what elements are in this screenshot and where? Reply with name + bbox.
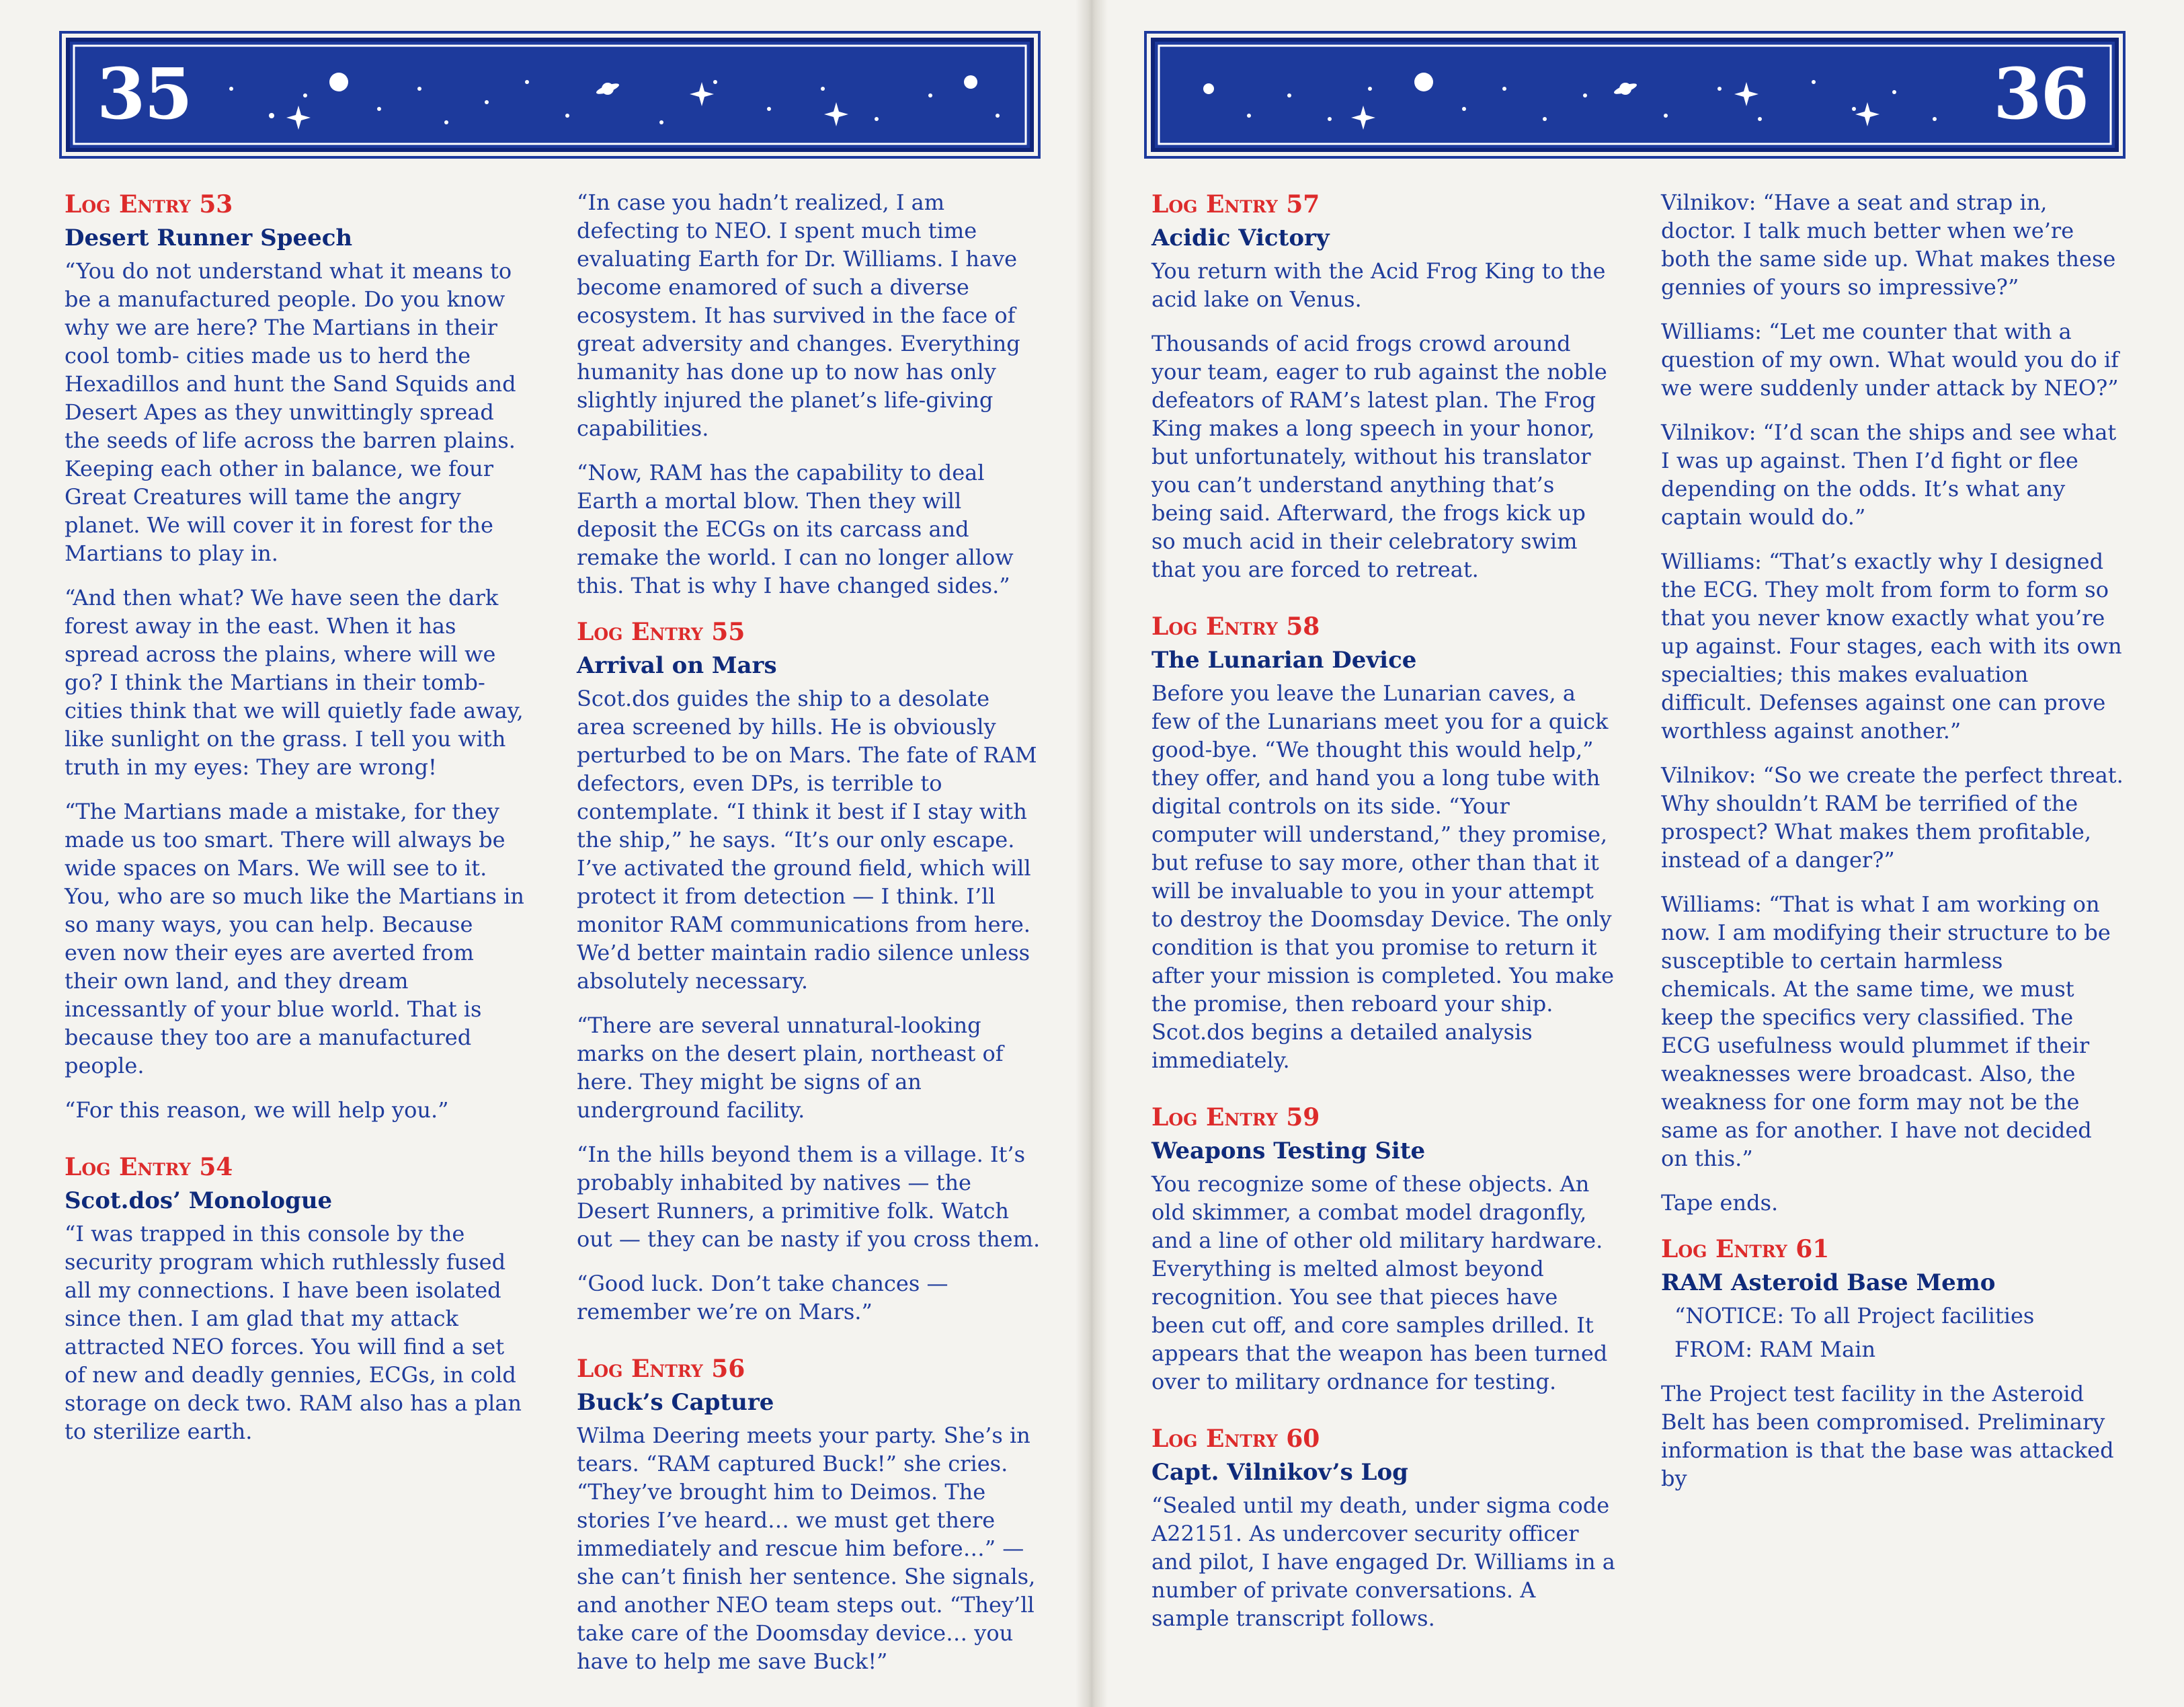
log-entry-59 bbox=[1151, 1101, 1615, 1396]
left-column-2 bbox=[577, 188, 1041, 1702]
log-entry-53 bbox=[65, 188, 528, 1124]
paragraph: Before you leave the Lunarian caves, a few of the Lunarians meet you for a quick good-bye. “We thought this would help,” they offer, and hand you a long tube with digital controls on its side. “Your computer will understand,” they promise, but refuse to say more, other than that it will be invaluable to you in your attempt to destroy the Doomsday Device. The only condition is that you promise to return it after your mission is completed. You make the promise, then reboard your ship. Scot.dos begins a detailed analysis immediately. bbox=[1151, 680, 1615, 1073]
log-entry-61 bbox=[1661, 1233, 2125, 1493]
entry-title: RAM Asteroid Base Memo bbox=[1661, 1269, 1996, 1296]
entry-heading: Log Entry 54 bbox=[65, 1153, 233, 1181]
left-column-1 bbox=[65, 188, 528, 1472]
paragraph: Vilnikov: “Have a seat and strap in, doctor. I talk much better when we’re both the same side up. What makes these gennies of yours so impressive?” bbox=[1661, 190, 2116, 300]
entry-heading: Log Entry 61 bbox=[1661, 1235, 1830, 1263]
right-page bbox=[1098, 0, 2184, 1707]
log-entry-54 bbox=[65, 1151, 528, 1445]
page-banner-left bbox=[66, 38, 1034, 152]
entry-title: Capt. Vilnikov’s Log bbox=[1151, 1459, 1408, 1486]
paragraph: Wilma Deering meets your party. She’s in tears. “RAM captured Buck!” she cries. “They’ve brought him to Deimos. The stories I’ve heard… we must get there immediately and rescue him before…” —she can’t finish her sentence. She signals, and another NEO team steps out. “They’ll take care of the Doomsday device… you have to help me save Buck!” bbox=[577, 1423, 1036, 1674]
right-column-2 bbox=[1661, 188, 2125, 1519]
page-banner-right bbox=[1151, 38, 2119, 152]
paragraph: “In the hills beyond them is a village. It’s probably inhabited by natives — the Desert Runners, a primitive folk. Watch out — they can be nasty if you cross them. bbox=[577, 1142, 1041, 1252]
page-number: 35 bbox=[97, 52, 192, 135]
paragraph: Vilnikov: “I’d scan the ships and see what I was up against. Then I’d fight or flee depending on the odds. It’s what any captain would do.” bbox=[1661, 420, 2117, 530]
paragraph: “In case you hadn’t realized, I am defecting to NEO. I spent much time evaluating Earth for Dr. Williams. I have become enamored of such a diverse ecosystem. It has survived in the face of great adversity and changes. Everything humanity has done up to now has only slightly injured the planet’s life-giving capabilities. bbox=[577, 190, 1020, 441]
starfield-icon bbox=[1155, 42, 2115, 148]
entry-title: Weapons Testing Site bbox=[1151, 1138, 1426, 1164]
log-entry-60 bbox=[1151, 1423, 1615, 1632]
entry-heading: Log Entry 53 bbox=[65, 190, 233, 219]
paragraph: Williams: “Let me counter that with a question of my own. What would you do if we were suddenly under attack by NEO?” bbox=[1661, 319, 2119, 401]
entry-title: The Lunarian Device bbox=[1151, 647, 1417, 674]
paragraph: “And then what? We have seen the dark forest away in the east. When it has spread across the plains, where will we go? I think the Martians in their tomb-cities think that we will quietly fade away, like sunlight on the grass. I tell you with truth in my eyes: They are wrong! bbox=[65, 585, 524, 780]
page-number: 36 bbox=[1993, 52, 2088, 135]
paragraph: Thousands of acid frogs crowd around your team, eager to rub against the noble defeators of RAM’s latest plan. The Frog King makes a long speech in your honor, but unfortunately, without his translator you can’t understand anything that’s being said. Afterward, the frogs kick up so much acid in their celebratory swim that you are forced to retreat. bbox=[1151, 331, 1607, 582]
paragraph: “Good luck. Don’t take chances — remember we’re on Mars.” bbox=[577, 1271, 948, 1324]
memo-line: FROM: RAM Main bbox=[1674, 1337, 1876, 1362]
paragraph: You recognize some of these objects. An old skimmer, a combat model dragonfly, and a line of other old military hardware. Everything is melted almost beyond recognition. You see that pieces have been cut off, and core samples drilled. It appears that the weapon has been turned over to military ordnance for testing. bbox=[1151, 1171, 1608, 1394]
paragraph: “For this reason, we will help you.” bbox=[65, 1097, 449, 1123]
entry-heading: Log Entry 57 bbox=[1151, 190, 1320, 219]
paragraph: “The Martians made a mistake, for they made us too smart. There will always be wide spaces on Mars. We will see to it. You, who are so much like the Martians in so many ways, you can help. Because even now their eyes are averted from their own land, and they dream incessantly of your blue world. That is because they too are a manufactured people. bbox=[65, 799, 524, 1078]
paragraph: “Now, RAM has the capability to deal Earth a mortal blow. Then they will deposit the ECGs on its carcass and remake the world. I can no longer allow this. That is why I have changed sides.” bbox=[577, 460, 1014, 598]
book-gutter bbox=[1076, 0, 1108, 1707]
entry-title: Scot.dos’ Monologue bbox=[65, 1187, 333, 1214]
paragraph: The Project test facility in the Asteroid Belt has been compromised. Preliminary information is that the base was attacked by bbox=[1661, 1381, 2114, 1491]
log-entry-58 bbox=[1151, 610, 1615, 1074]
paragraph: You return with the Acid Frog King to the acid lake on Venus. bbox=[1151, 258, 1606, 312]
paragraph: Tape ends. bbox=[1661, 1190, 1779, 1216]
log-entry-56 bbox=[577, 1353, 1041, 1675]
paragraph: Scot.dos guides the ship to a desolate area screened by hills. He is obviously perturbed to be on Mars. The fate of RAM defectors, even DPs, is terrible to contemplate. “I think it best if I stay with the ship,” he says. “It’s our only escape. I’ve activated the ground field, which will protect it from detection — I think. I’ll monitor RAM communications from here. We’d better maintain radio silence unless absolutely necessary. bbox=[577, 686, 1037, 994]
paragraph: “Sealed until my death, under sigma code A22151. As undercover security officer and pilot, I have engaged Dr. Williams in a number of private conversations. A sample transcript follows. bbox=[1151, 1493, 1615, 1631]
paragraph: “I was trapped in this console by the security program which ruthlessly fused all my connections. I have been isolated since then. I am glad that my attack attracted NEO forces. You will find a set of new and deadly gennies, ECGs, in cold storage on deck two. RAM also has a plan to sterilize earth. bbox=[65, 1221, 522, 1444]
entry-title: Buck’s Capture bbox=[577, 1389, 774, 1416]
right-column-1 bbox=[1151, 188, 1615, 1659]
paragraph: “You do not understand what it means to be a manufactured people. Do you know why we are here? The Martians in their cool tomb- cities made us to herd the Hexadillos and hunt the Sand Squids and Desert Apes as they unwittingly spread the seeds of life across the barren plains. Keeping each other in balance, we four Great Creatures will tame the angry planet. We will cover it in forest for the Martians to play in. bbox=[65, 258, 516, 566]
entry-heading: Log Entry 59 bbox=[1151, 1103, 1320, 1132]
entry-title: Arrival on Mars bbox=[577, 652, 777, 679]
log-entry-57 bbox=[1151, 188, 1615, 584]
paragraph: Williams: “That is what I am working on now. I am modifying their structure to be susceptible to certain harmless chemicals. At the same time, we must keep the specifics very classified. The ECG usefulness would plummet if their weaknesses were broadcast. Also, the weakness for one form may not be the same as for another. I have not decided on this.” bbox=[1661, 891, 2111, 1171]
entry-heading: Log Entry 60 bbox=[1151, 1425, 1320, 1453]
paragraph: “There are several unnatural-looking marks on the desert plain, northeast of here. They might be signs of an underground facility. bbox=[577, 1013, 1004, 1123]
entry-heading: Log Entry 55 bbox=[577, 618, 745, 646]
log-entry-55 bbox=[577, 616, 1041, 1326]
entry-title: Acidic Victory bbox=[1151, 225, 1330, 251]
entry-heading: Log Entry 58 bbox=[1151, 612, 1320, 641]
entry-title: Desert Runner Speech bbox=[65, 225, 353, 251]
left-page bbox=[0, 0, 1086, 1707]
memo-line: “NOTICE: To all Project facilities bbox=[1674, 1303, 2035, 1328]
paragraph: Vilnikov: “So we create the perfect threat. Why shouldn’t RAM be terrified of the prospect? What makes them profitable, instead of a danger?” bbox=[1661, 762, 2124, 873]
starfield-icon bbox=[70, 42, 1030, 148]
paragraph: Williams: “That’s exactly why I designed the ECG. They molt from form to form so that you never know exactly what you’re up against. Four stages, each with its own specialties; this makes evaluation difficult. Defenses against one can prove worthless against another.” bbox=[1661, 549, 2122, 744]
entry-heading: Log Entry 56 bbox=[577, 1355, 745, 1383]
